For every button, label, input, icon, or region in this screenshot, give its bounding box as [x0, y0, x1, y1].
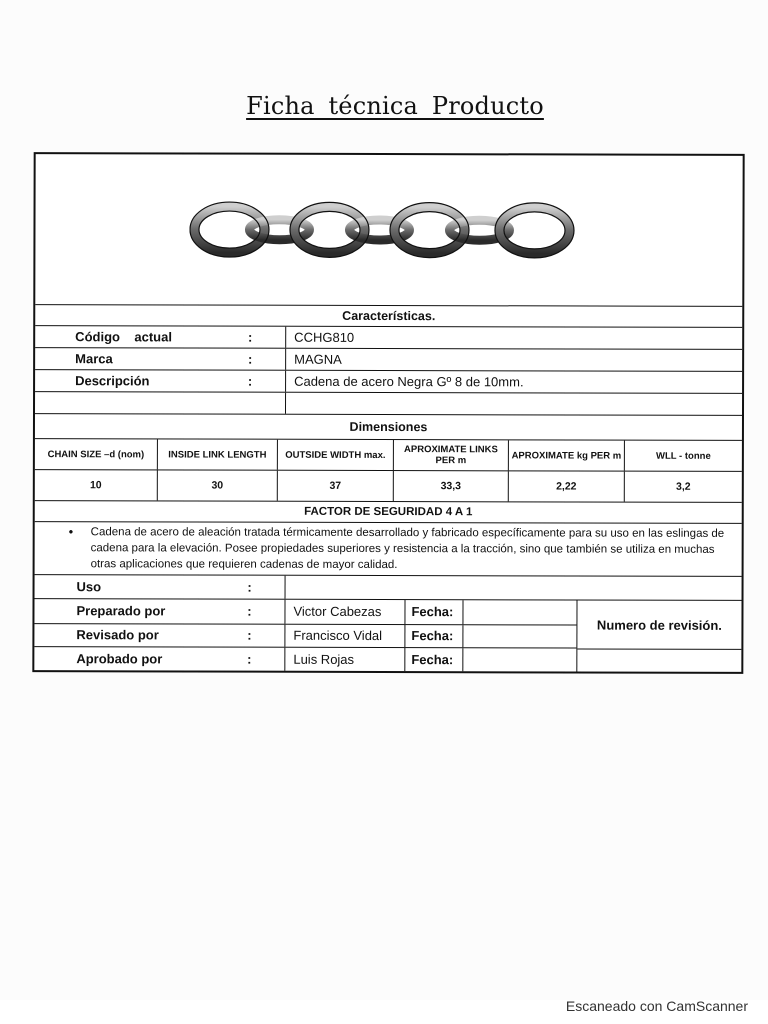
safety-factor-heading: FACTOR DE SEGURIDAD 4 A 1 [304, 505, 473, 519]
preparado-label: Preparado por [76, 603, 166, 619]
marca-label: Marca [75, 351, 113, 367]
codigo-colon: : [248, 329, 253, 345]
dim-value-outside-width: 37 [277, 471, 393, 501]
revisado-fecha-label: Fecha: [404, 625, 462, 648]
marca-colon: : [247, 351, 253, 367]
dim-value-wll: 3,2 [624, 472, 742, 502]
chain-image [189, 189, 589, 270]
uso-colon: : [247, 579, 252, 595]
scanner-watermark: Escaneado con CamScanner [565, 998, 748, 1014]
descripcion-colon: : [247, 373, 253, 389]
marca-value: MAGNA [285, 349, 742, 371]
dim-header-chain-size: CHAIN SIZE –d (nom) [47, 448, 145, 460]
uso-row [35, 574, 742, 600]
dim-header-inside-link-length: INSIDE LINK LENGTH [157, 439, 277, 469]
revisado-colon: : [247, 628, 252, 644]
dim-value-chain-size: 10 [89, 479, 102, 492]
dim-header-outside-width: OUTSIDE WIDTH max. [277, 440, 393, 470]
safety-header-row [35, 500, 742, 523]
aprobado-label: Aprobado por [76, 651, 163, 667]
document-title: Ficha técnica Producto [246, 92, 544, 120]
empty-row [35, 391, 742, 415]
aprobado-fecha-label: Fecha: [404, 648, 462, 671]
signatures-list [34, 599, 576, 671]
preparado-row [34, 599, 576, 624]
dimensions-header-row [35, 413, 742, 440]
codigo-label: Código actual [75, 329, 173, 345]
descripcion-label: Descripción [75, 373, 150, 389]
aprobado-name: Luis Rojas [284, 648, 404, 671]
revision-block [576, 600, 741, 671]
uso-value [285, 576, 742, 600]
empty-value-cell [285, 393, 742, 415]
dim-header-links-per-m: APROXIMATE LINKS PER m [393, 440, 508, 470]
safety-description-row [35, 521, 742, 576]
dimensions-values-row [35, 469, 742, 502]
characteristics-heading: Características. [342, 308, 436, 324]
revisado-row [34, 623, 576, 648]
aprobado-fecha-value [462, 649, 576, 672]
product-datasheet-form [32, 152, 744, 674]
dim-header-wll: WLL - tonne [624, 441, 742, 471]
dimensions-heading: Dimensiones [349, 419, 428, 435]
codigo-row [35, 325, 742, 349]
descripcion-value: Cadena de acero Negra Gº 8 de 10mm. [285, 371, 742, 393]
signatures-block [34, 598, 741, 672]
dim-value-inside-link-length: 30 [157, 470, 277, 500]
revisado-label: Revisado por [76, 627, 159, 643]
dimensions-column-headers [35, 438, 742, 471]
empty-label-cell [35, 392, 285, 414]
aprobado-colon: : [247, 651, 252, 667]
dim-value-links-per-m: 33,3 [393, 471, 508, 501]
revisado-fecha-value [462, 625, 576, 648]
preparado-fecha-label: Fecha: [404, 600, 462, 624]
marca-row [35, 347, 742, 371]
bullet-icon: • [68, 524, 74, 540]
preparado-fecha-value [462, 600, 576, 624]
characteristics-header-row [35, 304, 742, 327]
product-image-area [35, 154, 742, 306]
safety-description-text: Cadena de acero de aleación tratada térmicamente desarrollado y fabricado específicamente para su uso en las eslingas de cadena para la elevación. Posee propiedades superiores y resistencia a la tracción, sino que también se utiliza en muchas otras aplicaciones que requieren cadenas de mayor calidad. [90, 526, 725, 572]
revision-number-value [577, 649, 741, 671]
uso-label: Uso [76, 579, 102, 595]
dim-header-kg-per-m: APROXIMATE kg PER m [508, 440, 624, 470]
safety-description [35, 522, 742, 576]
preparado-colon: : [247, 603, 252, 619]
aprobado-row [34, 646, 576, 671]
revision-number-label: Numero de revisión. [577, 600, 741, 649]
preparado-name: Victor Cabezas [284, 600, 404, 624]
descripcion-row [35, 369, 742, 393]
revisado-name: Francisco Vidal [284, 624, 404, 647]
dim-value-kg-per-m: 2,22 [508, 471, 624, 501]
codigo-value: CCHG810 [285, 327, 742, 349]
